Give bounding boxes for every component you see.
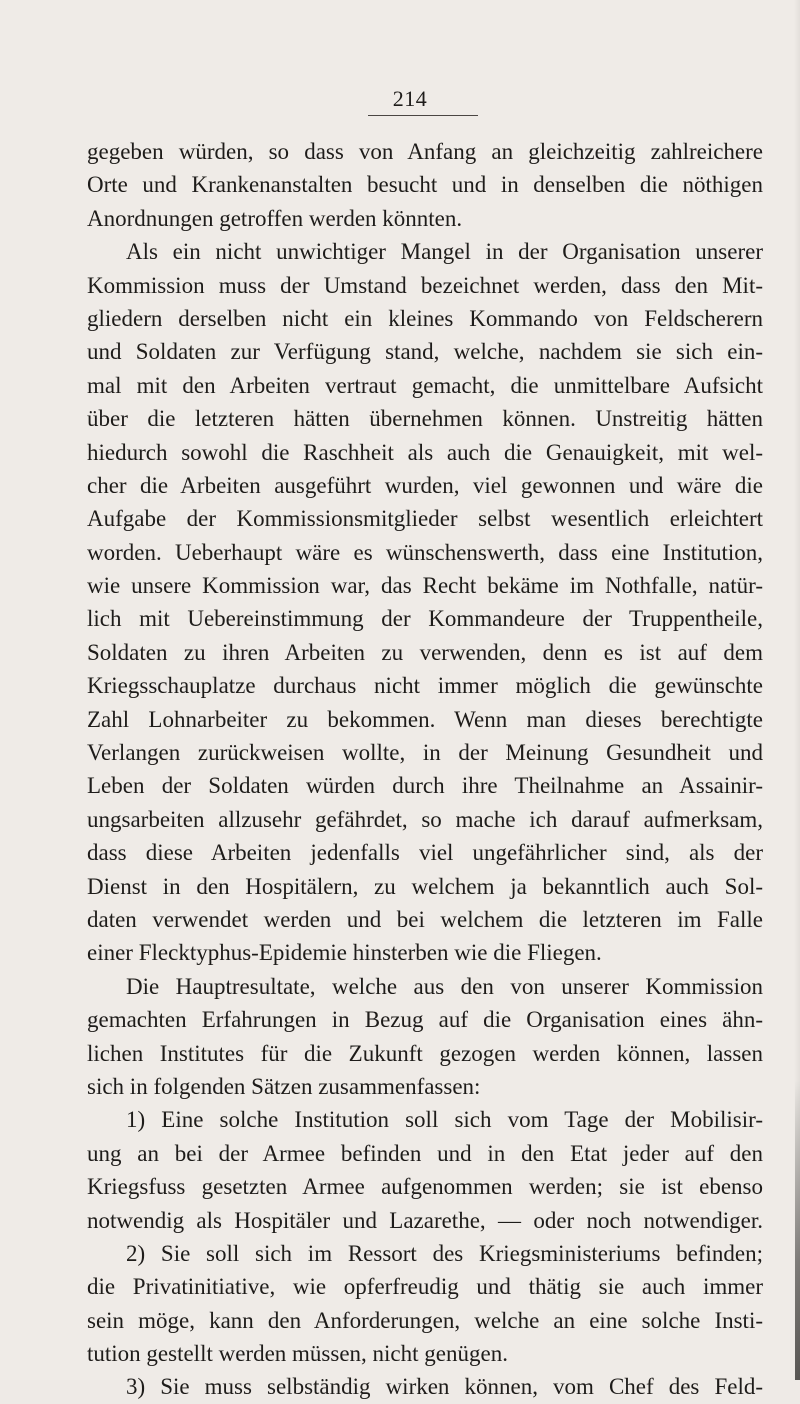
text-line: tution gestellt werden müssen, nicht genügen. (87, 1341, 508, 1367)
text-line: Kriegsfuss gesetzten Armee aufgenommen werden; sie ist ebenso (87, 1174, 763, 1200)
text-line: hiedurch sowohl die Raschheit als auch die Genauigkeit, mit wel- (87, 439, 763, 465)
text-line: über die letzteren hätten übernehmen können. Unstreitig hätten (87, 406, 763, 432)
text-line: Dienst in den Hospitälern, zu welchem ja bekanntlich auch Sol- (87, 873, 763, 899)
text-line: dass diese Arbeiten jedenfalls viel ungefährlicher sind, als der (87, 840, 763, 866)
text-line: Verlangen zurückweisen wollte, in der Meinung Gesundheit und (87, 740, 763, 766)
text-line: ungsarbeiten allzusehr gefährdet, so mache ich darauf aufmerksam, (87, 806, 763, 832)
text-line: sich in folgenden Sätzen zusammenfassen: (87, 1073, 481, 1099)
page-number: 214 (392, 86, 428, 111)
text-line: gemachten Erfahrungen in Bezug auf die Organisation eines ähn- (87, 1007, 763, 1033)
text-line: gegeben würden, so dass von Anfang an gleichzeitig zahlreichere (87, 139, 763, 164)
text-line: mal mit den Arbeiten vertraut gemacht, die unmittelbare Aufsicht (87, 372, 763, 398)
text-line: und Soldaten zur Verfügung stand, welche, nachdem sie sich ein- (87, 339, 763, 365)
text-line: gliedern derselben nicht ein kleines Kommando von Feldscherern (87, 305, 763, 331)
text-line: Kommission muss der Umstand bezeichnet werden, dass den Mit- (87, 272, 763, 298)
body-text (87, 135, 763, 1404)
text-line: die Privatinitiative, wie opferfreudig und thätig sie auch immer (87, 1274, 763, 1300)
text-line: daten verwendet werden und bei welchem die letzteren im Falle (87, 906, 763, 932)
text-line: ung an bei der Armee befinden und in den Etat jeder auf den (87, 1140, 763, 1166)
text-line: worden. Ueberhaupt wäre es wünschenswerth, dass eine Institution, (87, 539, 763, 565)
page-edge-dark (795, 1080, 800, 1380)
text-line: 1) Eine solche Institution soll sich vom Tage der Mobilisir- (126, 1107, 763, 1133)
text-line: Orte und Krankenanstalten besucht und in denselben die nöthigen (87, 172, 763, 198)
text-line: sein möge, kann den Anforderungen, welche an eine solche Insti- (87, 1307, 763, 1333)
text-line: Soldaten zu ihren Arbeiten zu verwenden, denn es ist auf dem (87, 639, 763, 665)
text-line: Leben der Soldaten würden durch ihre Theilnahme an Assainir- (87, 773, 763, 799)
text-line: einer Flecktyphus-Epidemie hinsterben wie die Fliegen. (87, 940, 602, 966)
text-line: wie unsere Kommission war, das Recht bekäme im Nothfalle, natür- (87, 573, 763, 599)
text-line: 2) Sie soll sich im Ressort des Kriegsministeriums befinden; (126, 1240, 763, 1266)
header-rule (368, 115, 478, 116)
text-line: cher die Arbeiten ausgeführt wurden, viel gewonnen und wäre die (87, 472, 763, 498)
text-line: Aufgabe der Kommissionsmitglieder selbst wesentlich erleichtert (87, 506, 763, 532)
text-line: lichen Institutes für die Zukunft gezogen werden können, lassen (87, 1040, 763, 1066)
text-line: 3) Sie muss selbständig wirken können, vom Chef des Feld- (126, 1374, 763, 1400)
text-line: Als ein nicht unwichtiger Mangel in der Organisation unserer (126, 239, 763, 265)
text-line: Zahl Lohnarbeiter zu bekommen. Wenn man dieses berechtigte (87, 706, 763, 732)
text-line: notwendig als Hospitäler und Lazarethe, — oder noch notwendiger. (87, 1207, 763, 1233)
text-line: Kriegsschauplatze durchaus nicht immer möglich die gewünschte (87, 673, 763, 699)
text-line: Anordnungen getroffen werden könnten. (87, 205, 463, 231)
text-line: lich mit Uebereinstimmung der Kommandeure der Truppentheile, (87, 606, 763, 632)
text-line: Die Hauptresultate, welche aus den von unserer Kommission (126, 973, 763, 999)
